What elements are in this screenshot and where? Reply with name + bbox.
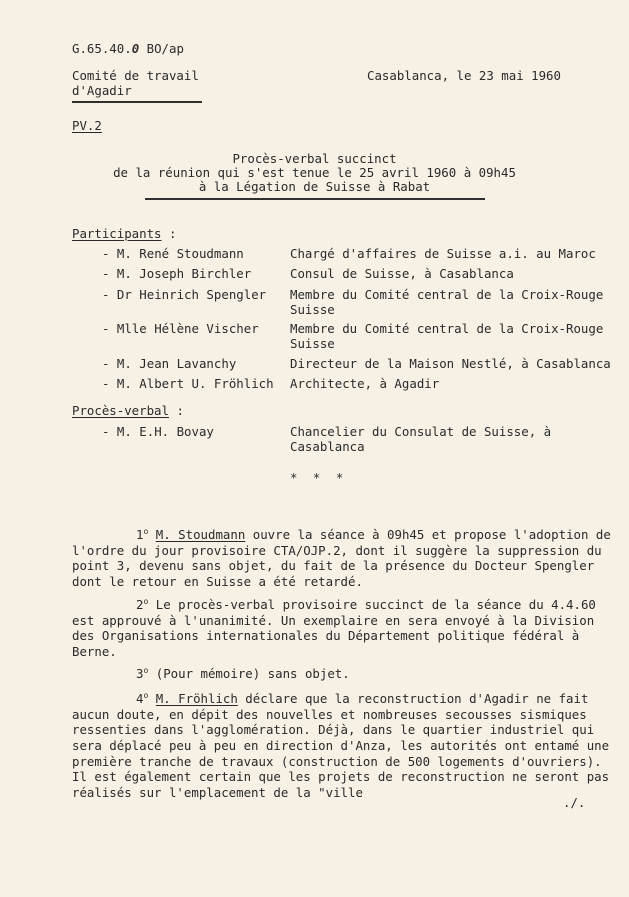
participants-label: Participants xyxy=(72,226,162,241)
minutes-label: Procès-verbal xyxy=(72,403,169,418)
participant-name: - M. Albert U. Fröhlich xyxy=(102,376,274,391)
participant-role: Membre du Comité central de la Croix-Rouge Suisse xyxy=(290,287,604,317)
title-rule xyxy=(145,198,485,200)
item-ordinal: o xyxy=(143,597,149,606)
item-number: 2 xyxy=(136,597,144,613)
title-line2: de la réunion qui s'est tenue le 25 avril 1960 à 09h45 xyxy=(113,165,516,180)
participant-name: - Mlle Hélène Vischer xyxy=(102,321,259,336)
title-line1: Procès-verbal succinct xyxy=(232,151,397,166)
item-ordinal: o xyxy=(143,666,149,675)
reference-number xyxy=(72,41,184,56)
title-line3: à la Légation de Suisse à Rabat xyxy=(198,179,431,194)
minutes-colon: : xyxy=(168,403,184,418)
participants-colon: : xyxy=(161,226,177,241)
participant-role: Membre du Comité central de la Croix-Rouge Suisse xyxy=(290,321,604,351)
paragraph-2 xyxy=(72,594,620,660)
paragraph-text: (Pour mémoire) sans objet. xyxy=(148,666,350,682)
speaker-name: M. Stoudmann xyxy=(155,527,246,543)
participant-name: - M. Jean Lavanchy xyxy=(102,356,237,371)
continuation-mark: ./. xyxy=(563,795,586,810)
paragraph-3 xyxy=(72,663,620,682)
reference-suffix: BO/ap xyxy=(139,41,184,56)
committee-rule xyxy=(72,101,202,103)
paragraph-4 xyxy=(72,688,620,800)
participant-name: - M. Joseph Birchler xyxy=(102,266,252,281)
minutes-heading xyxy=(72,403,184,418)
participant-name: - M. René Stoudmann xyxy=(102,246,244,261)
participant-role: Architecte, à Agadir xyxy=(290,376,440,391)
item-number: 3 xyxy=(136,666,144,682)
committee-name-line2: d'Agadir xyxy=(72,83,132,98)
reference-prefix: G.65.40. xyxy=(72,41,132,56)
handwritten-digit: 0 xyxy=(131,41,140,56)
speaker-name: M. Fröhlich xyxy=(155,691,238,707)
item-ordinal: o xyxy=(143,691,149,700)
paragraph-text: ouvre la séance à 09h45 et propose l'adoption de l'ordre du jour provisoire CTA/OJP.2, dont il suggère la suppression du point 3, devenu sans objet, du fait de la présence du Docteur Spengler dont le retour en Suisse a été retardé. xyxy=(72,527,611,589)
item-number: 1 xyxy=(136,527,144,543)
pv-number: PV.2 xyxy=(72,118,102,133)
committee-name-line1: Comité de travail xyxy=(72,68,199,83)
place-date: Casablanca, le 23 mai 1960 xyxy=(367,68,561,83)
participant-role: Chargé d'affaires de Suisse a.i. au Maroc xyxy=(290,246,596,261)
paragraph-1 xyxy=(72,524,620,590)
paragraph-text: déclare que la reconstruction d'Agadir ne fait aucun doute, en dépit des nouvelles et nombreuses secousses sismiques ressenties dans l'agglomération. Déjà, dans le quartier industriel qui sera déplacé peu à peu en direction d'Anza, les autorités ont entamé une première tranche de travaux (construction de 500 logements d'ouvriers). Il est également certain que les projets de reconstruction ne seront pas réalisés sur l'emplacement de la "ville xyxy=(72,691,610,800)
item-ordinal: o xyxy=(143,527,149,536)
participant-role: Consul de Suisse, à Casablanca xyxy=(290,266,514,281)
asterisks-separator: * * * xyxy=(290,470,348,485)
secretary-name: - M. E.H. Bovay xyxy=(102,424,214,439)
paragraph-text: Le procès-verbal provisoire succinct de la séance du 4.4.60 est approuvé à l'unanimité. Un exemplaire en sera envoyé à la Division des Organisations internationales du Département politique fédéral à Berne. xyxy=(72,597,596,659)
participant-role: Directeur de la Maison Nestlé, à Casablanca xyxy=(290,356,611,371)
participants-heading xyxy=(72,226,176,241)
secretary-role: Chancelier du Consulat de Suisse, à Casablanca xyxy=(290,424,552,454)
participant-name: - Dr Heinrich Spengler xyxy=(102,287,267,302)
item-number: 4 xyxy=(136,691,144,707)
